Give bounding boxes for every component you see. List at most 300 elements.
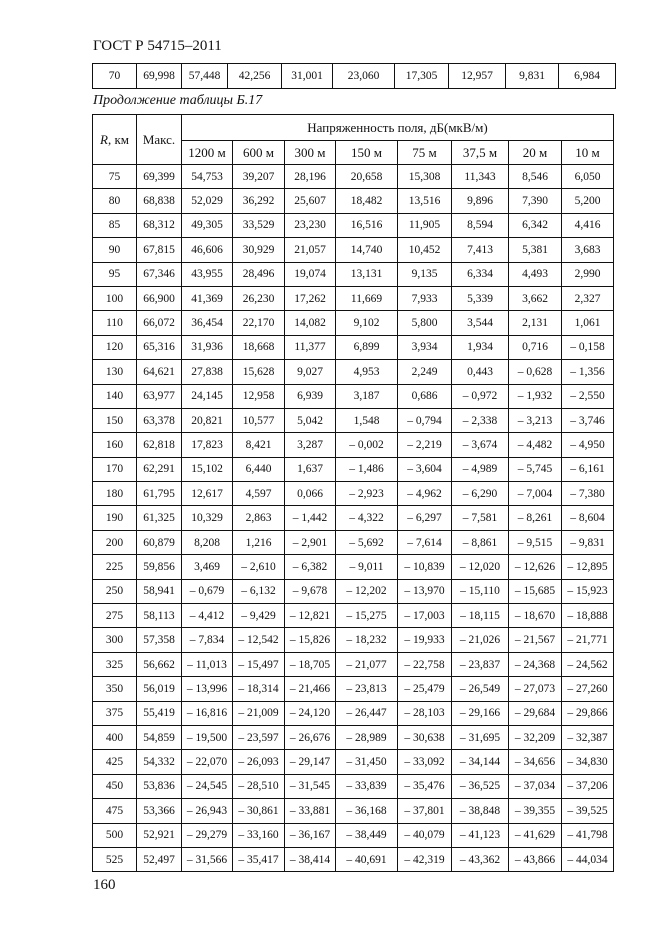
- table-cell: 53,836: [137, 774, 182, 798]
- table-cell: 6,984: [559, 64, 616, 89]
- distance-cell: 120: [93, 335, 137, 359]
- table-cell: – 15,110: [452, 579, 509, 603]
- table-cell: – 29,279: [182, 823, 233, 847]
- table-cell: 3,187: [336, 384, 398, 408]
- table-cell: 28,196: [285, 165, 336, 189]
- table-cell: 52,497: [137, 847, 182, 871]
- table-row: [93, 579, 614, 603]
- table-cell: – 7,004: [509, 482, 562, 506]
- table-row: [93, 335, 614, 359]
- table-cell: – 7,581: [452, 506, 509, 530]
- table-cell: 17,262: [285, 286, 336, 310]
- table-cell: 11,669: [336, 286, 398, 310]
- table-cell: – 25,479: [398, 677, 452, 701]
- table-row: [93, 823, 614, 847]
- table-cell: – 41,123: [452, 823, 509, 847]
- table-cell: – 19,500: [182, 725, 233, 749]
- table-cell: – 22,070: [182, 750, 233, 774]
- table-cell: – 9,429: [233, 604, 285, 628]
- table-cell: 33,529: [233, 213, 285, 237]
- table-row: [93, 750, 614, 774]
- table-cell: – 7,614: [398, 530, 452, 554]
- table-row: [93, 360, 614, 384]
- table-cell: – 3,746: [562, 408, 614, 432]
- table-cell: – 36,525: [452, 774, 509, 798]
- table-cell: – 26,676: [285, 725, 336, 749]
- table-cell: – 33,839: [336, 774, 398, 798]
- distance-cell: 150: [93, 408, 137, 432]
- table-cell: – 18,670: [509, 604, 562, 628]
- distance-cell: 525: [93, 847, 137, 871]
- distance-cell: 170: [93, 457, 137, 481]
- table-cell: 28,496: [233, 262, 285, 286]
- table-cell: – 12,202: [336, 579, 398, 603]
- table-cell: – 15,826: [285, 628, 336, 652]
- table-cell: 36,454: [182, 311, 233, 335]
- table-cell: 6,334: [452, 262, 509, 286]
- table-cell: – 29,684: [509, 701, 562, 725]
- table-row: [93, 604, 614, 628]
- table-row: [93, 628, 614, 652]
- table-cell: 61,325: [137, 506, 182, 530]
- table-cell: – 36,168: [336, 799, 398, 823]
- table-cell: – 0,002: [336, 433, 398, 457]
- table-cell: – 33,092: [398, 750, 452, 774]
- table-cell: – 35,476: [398, 774, 452, 798]
- table-cell: 0,716: [509, 335, 562, 359]
- table-cell: 1,637: [285, 457, 336, 481]
- table-cell: 18,668: [233, 335, 285, 359]
- table-cell: – 34,144: [452, 750, 509, 774]
- distance-cell: 80: [93, 189, 137, 213]
- table-cell: 9,896: [452, 189, 509, 213]
- table-cell: 12,958: [233, 384, 285, 408]
- table-cell: 15,308: [398, 165, 452, 189]
- table-cell: 10,577: [233, 408, 285, 432]
- table-cell: 19,074: [285, 262, 336, 286]
- table-cell: 2,990: [562, 262, 614, 286]
- table-cell: 57,448: [182, 64, 228, 89]
- distance-cell: 375: [93, 701, 137, 725]
- table-row: [93, 433, 614, 457]
- table-cell: 52,029: [182, 189, 233, 213]
- table-cell: – 21,567: [509, 628, 562, 652]
- table-cell: 10,452: [398, 238, 452, 262]
- table-cell: – 40,691: [336, 847, 398, 871]
- table-row: [93, 701, 614, 725]
- table-cell: 70: [93, 64, 137, 89]
- table-cell: 25,607: [285, 189, 336, 213]
- table-cell: – 24,120: [285, 701, 336, 725]
- table-cell: 2,863: [233, 506, 285, 530]
- table-cell: – 2,923: [336, 482, 398, 506]
- table-cell: 11,343: [452, 165, 509, 189]
- table-cell: – 3,674: [452, 433, 509, 457]
- col-header-height: 75 м: [398, 141, 452, 165]
- table-cell: 5,800: [398, 311, 452, 335]
- table-cell: – 21,009: [233, 701, 285, 725]
- table-cell: – 19,933: [398, 628, 452, 652]
- table-cell: – 24,368: [509, 652, 562, 676]
- table-cell: 6,050: [562, 165, 614, 189]
- table-row: [93, 677, 614, 701]
- table-cell: – 26,093: [233, 750, 285, 774]
- table-cell: – 15,497: [233, 652, 285, 676]
- table-cell: 11,377: [285, 335, 336, 359]
- table-cell: 4,597: [233, 482, 285, 506]
- table-cell: 13,516: [398, 189, 452, 213]
- table-cell: 31,001: [282, 64, 333, 89]
- distance-unit: , км: [107, 131, 129, 147]
- table-cell: 20,821: [182, 408, 233, 432]
- table-cell: 64,621: [137, 360, 182, 384]
- table-caption: Продолжение таблицы Б.17: [93, 93, 263, 108]
- table-cell: – 28,103: [398, 701, 452, 725]
- table-cell: 9,135: [398, 262, 452, 286]
- table-cell: – 12,821: [285, 604, 336, 628]
- table-cell: – 11,013: [182, 652, 233, 676]
- table-cell: 6,440: [233, 457, 285, 481]
- table-cell: – 0,158: [562, 335, 614, 359]
- table-cell: – 12,895: [562, 555, 614, 579]
- table-cell: – 34,656: [509, 750, 562, 774]
- table-cell: – 31,566: [182, 847, 233, 871]
- distance-cell: 130: [93, 360, 137, 384]
- table-cell: – 29,147: [285, 750, 336, 774]
- table-cell: – 0,972: [452, 384, 509, 408]
- table-cell: – 2,610: [233, 555, 285, 579]
- table-cell: – 1,932: [509, 384, 562, 408]
- table-row: [93, 530, 614, 554]
- table-cell: 4,493: [509, 262, 562, 286]
- table-cell: – 4,950: [562, 433, 614, 457]
- table-cell: – 18,888: [562, 604, 614, 628]
- table-cell: 3,683: [562, 238, 614, 262]
- table-body: [93, 165, 614, 872]
- table-cell: 6,899: [336, 335, 398, 359]
- table-cell: 9,027: [285, 360, 336, 384]
- table-cell: – 8,604: [562, 506, 614, 530]
- table-cell: – 5,745: [509, 457, 562, 481]
- table-cell: 68,312: [137, 213, 182, 237]
- table-cell: 9,831: [506, 64, 559, 89]
- table-cell: 15,102: [182, 457, 233, 481]
- table-cell: – 2,219: [398, 433, 452, 457]
- table-cell: – 7,380: [562, 482, 614, 506]
- table-cell: – 6,290: [452, 482, 509, 506]
- table-cell: – 21,771: [562, 628, 614, 652]
- table-cell: 14,740: [336, 238, 398, 262]
- distance-cell: 90: [93, 238, 137, 262]
- table-cell: 54,332: [137, 750, 182, 774]
- table-cell: – 30,861: [233, 799, 285, 823]
- table-cell: 54,859: [137, 725, 182, 749]
- distance-cell: 275: [93, 604, 137, 628]
- table-cell: – 26,943: [182, 799, 233, 823]
- table-cell: – 18,115: [452, 604, 509, 628]
- table-cell: 14,082: [285, 311, 336, 335]
- distance-cell: 75: [93, 165, 137, 189]
- table-cell: 67,346: [137, 262, 182, 286]
- table-cell: 43,955: [182, 262, 233, 286]
- table-cell: – 28,510: [233, 774, 285, 798]
- table-cell: 7,413: [452, 238, 509, 262]
- table-cell: – 26,549: [452, 677, 509, 701]
- col-header-height: 37,5 м: [452, 141, 509, 165]
- table-row: [93, 189, 614, 213]
- distance-symbol: R: [100, 131, 108, 147]
- table-row: [93, 799, 614, 823]
- table-row: [93, 652, 614, 676]
- table-cell: – 4,482: [509, 433, 562, 457]
- field-strength-table: [92, 114, 614, 872]
- distance-cell: 500: [93, 823, 137, 847]
- table-cell: 6,342: [509, 213, 562, 237]
- distance-cell: 450: [93, 774, 137, 798]
- table-cell: 23,060: [333, 64, 395, 89]
- table-cell: 68,838: [137, 189, 182, 213]
- table-cell: – 13,970: [398, 579, 452, 603]
- distance-cell: 425: [93, 750, 137, 774]
- table-cell: – 39,355: [509, 799, 562, 823]
- col-header-distance: [93, 115, 137, 165]
- table-cell: – 2,901: [285, 530, 336, 554]
- table-row: [93, 457, 614, 481]
- table-cell: 57,358: [137, 628, 182, 652]
- table-cell: 0,686: [398, 384, 452, 408]
- table-cell: 36,292: [233, 189, 285, 213]
- table-cell: 17,823: [182, 433, 233, 457]
- table-cell: – 1,486: [336, 457, 398, 481]
- table-cell: 1,934: [452, 335, 509, 359]
- table-cell: – 41,629: [509, 823, 562, 847]
- table-cell: – 8,861: [452, 530, 509, 554]
- col-header-height: 10 м: [562, 141, 614, 165]
- table-row: [93, 725, 614, 749]
- table-cell: 3,934: [398, 335, 452, 359]
- table-cell: 6,939: [285, 384, 336, 408]
- table-cell: – 29,166: [452, 701, 509, 725]
- table-cell: 8,208: [182, 530, 233, 554]
- table-cell: – 32,209: [509, 725, 562, 749]
- distance-cell: 300: [93, 628, 137, 652]
- table-cell: 12,617: [182, 482, 233, 506]
- table-cell: – 33,881: [285, 799, 336, 823]
- table-cell: – 29,866: [562, 701, 614, 725]
- table-cell: – 9,011: [336, 555, 398, 579]
- table-row: [93, 262, 614, 286]
- table-cell: 16,516: [336, 213, 398, 237]
- table-cell: – 27,073: [509, 677, 562, 701]
- table-cell: – 4,412: [182, 604, 233, 628]
- table-cell: 5,042: [285, 408, 336, 432]
- distance-cell: 400: [93, 725, 137, 749]
- table-cell: 8,421: [233, 433, 285, 457]
- table-cell: 65,316: [137, 335, 182, 359]
- table-cell: 0,066: [285, 482, 336, 506]
- table-cell: 3,287: [285, 433, 336, 457]
- table-cell: – 24,562: [562, 652, 614, 676]
- table-cell: – 39,525: [562, 799, 614, 823]
- table-cell: – 15,685: [509, 579, 562, 603]
- table-cell: 7,390: [509, 189, 562, 213]
- table-cell: – 0,628: [509, 360, 562, 384]
- table-cell: 11,905: [398, 213, 452, 237]
- table-cell: – 7,834: [182, 628, 233, 652]
- table-cell: – 12,626: [509, 555, 562, 579]
- table-cell: – 30,638: [398, 725, 452, 749]
- col-header-height: 150 м: [336, 141, 398, 165]
- table-cell: – 0,794: [398, 408, 452, 432]
- table-cell: – 38,414: [285, 847, 336, 871]
- table-cell: 13,131: [336, 262, 398, 286]
- table-cell: 21,057: [285, 238, 336, 262]
- table-cell: – 43,362: [452, 847, 509, 871]
- table-cell: – 26,447: [336, 701, 398, 725]
- table-cell: – 1,356: [562, 360, 614, 384]
- table-cell: 5,200: [562, 189, 614, 213]
- table-cell: – 37,034: [509, 774, 562, 798]
- table-cell: – 13,996: [182, 677, 233, 701]
- table-cell: 66,900: [137, 286, 182, 310]
- table-cell: 26,230: [233, 286, 285, 310]
- table-cell: 59,856: [137, 555, 182, 579]
- table-cell: – 8,261: [509, 506, 562, 530]
- table-row: [93, 774, 614, 798]
- table-row: [93, 238, 614, 262]
- table-cell: – 36,167: [285, 823, 336, 847]
- table-cell: – 15,923: [562, 579, 614, 603]
- distance-cell: 160: [93, 433, 137, 457]
- distance-cell: 95: [93, 262, 137, 286]
- table-cell: 15,628: [233, 360, 285, 384]
- table-row: [93, 165, 614, 189]
- table-cell: 17,305: [395, 64, 449, 89]
- table-cell: 0,443: [452, 360, 509, 384]
- table-cell: 1,061: [562, 311, 614, 335]
- table-cell: – 6,297: [398, 506, 452, 530]
- table-cell: 22,170: [233, 311, 285, 335]
- distance-cell: 250: [93, 579, 137, 603]
- table-cell: 63,977: [137, 384, 182, 408]
- col-header-field-strength: Напряженность поля, дБ(мкВ/м): [182, 115, 614, 141]
- table-cell: – 18,232: [336, 628, 398, 652]
- table-cell: 39,207: [233, 165, 285, 189]
- table-cell: 56,019: [137, 677, 182, 701]
- table-cell: – 35,417: [233, 847, 285, 871]
- table-cell: – 18,314: [233, 677, 285, 701]
- previous-table-row: [92, 63, 616, 89]
- table-cell: – 2,550: [562, 384, 614, 408]
- table-cell: 23,230: [285, 213, 336, 237]
- table-cell: – 3,213: [509, 408, 562, 432]
- table-cell: 27,838: [182, 360, 233, 384]
- table-cell: 49,305: [182, 213, 233, 237]
- table-cell: – 24,545: [182, 774, 233, 798]
- table-cell: 66,072: [137, 311, 182, 335]
- table-row: [93, 482, 614, 506]
- distance-cell: 140: [93, 384, 137, 408]
- table-row: [93, 311, 614, 335]
- distance-cell: 190: [93, 506, 137, 530]
- table-row: [93, 64, 616, 89]
- table-cell: 42,256: [228, 64, 282, 89]
- table-cell: – 9,831: [562, 530, 614, 554]
- table-cell: – 15,275: [336, 604, 398, 628]
- table-cell: – 21,466: [285, 677, 336, 701]
- table-cell: – 31,545: [285, 774, 336, 798]
- table-cell: 60,879: [137, 530, 182, 554]
- table-cell: 12,957: [449, 64, 506, 89]
- standard-code: ГОСТ Р 54715–2011: [93, 38, 222, 54]
- table-cell: 2,249: [398, 360, 452, 384]
- table-cell: – 38,449: [336, 823, 398, 847]
- table-cell: – 44,034: [562, 847, 614, 871]
- table-cell: – 1,442: [285, 506, 336, 530]
- table-cell: – 12,542: [233, 628, 285, 652]
- distance-cell: 85: [93, 213, 137, 237]
- table-cell: – 42,319: [398, 847, 452, 871]
- table-cell: 9,102: [336, 311, 398, 335]
- distance-cell: 225: [93, 555, 137, 579]
- page-number: 160: [93, 877, 116, 893]
- table-cell: – 9,678: [285, 579, 336, 603]
- distance-cell: 100: [93, 286, 137, 310]
- table-cell: – 6,382: [285, 555, 336, 579]
- table-cell: – 21,026: [452, 628, 509, 652]
- table-cell: 62,818: [137, 433, 182, 457]
- table-cell: 3,662: [509, 286, 562, 310]
- table-cell: 52,921: [137, 823, 182, 847]
- table-cell: – 17,003: [398, 604, 452, 628]
- table-cell: 69,998: [137, 64, 182, 89]
- table-cell: 41,369: [182, 286, 233, 310]
- table-cell: 62,291: [137, 457, 182, 481]
- table-cell: 1,548: [336, 408, 398, 432]
- table-cell: – 10,839: [398, 555, 452, 579]
- table-cell: 4,416: [562, 213, 614, 237]
- table-cell: – 4,989: [452, 457, 509, 481]
- table-cell: – 9,515: [509, 530, 562, 554]
- distance-cell: 325: [93, 652, 137, 676]
- table-cell: 1,216: [233, 530, 285, 554]
- table-cell: – 5,692: [336, 530, 398, 554]
- table-cell: – 23,813: [336, 677, 398, 701]
- table-row: [93, 506, 614, 530]
- table-cell: 63,378: [137, 408, 182, 432]
- table-cell: – 31,695: [452, 725, 509, 749]
- table-cell: – 4,962: [398, 482, 452, 506]
- table-cell: 67,815: [137, 238, 182, 262]
- table-row: [93, 384, 614, 408]
- table-cell: – 27,260: [562, 677, 614, 701]
- distance-cell: 475: [93, 799, 137, 823]
- table-cell: – 3,604: [398, 457, 452, 481]
- table-cell: 20,658: [336, 165, 398, 189]
- table-cell: – 28,989: [336, 725, 398, 749]
- table-cell: 2,327: [562, 286, 614, 310]
- header-row-1: [93, 115, 614, 141]
- distance-cell: 350: [93, 677, 137, 701]
- table-cell: 24,145: [182, 384, 233, 408]
- table-cell: 31,936: [182, 335, 233, 359]
- table-cell: – 31,450: [336, 750, 398, 774]
- table-cell: 5,339: [452, 286, 509, 310]
- col-header-max: Макс.: [137, 115, 182, 165]
- table-cell: – 12,020: [452, 555, 509, 579]
- table-cell: – 40,079: [398, 823, 452, 847]
- table-cell: – 23,597: [233, 725, 285, 749]
